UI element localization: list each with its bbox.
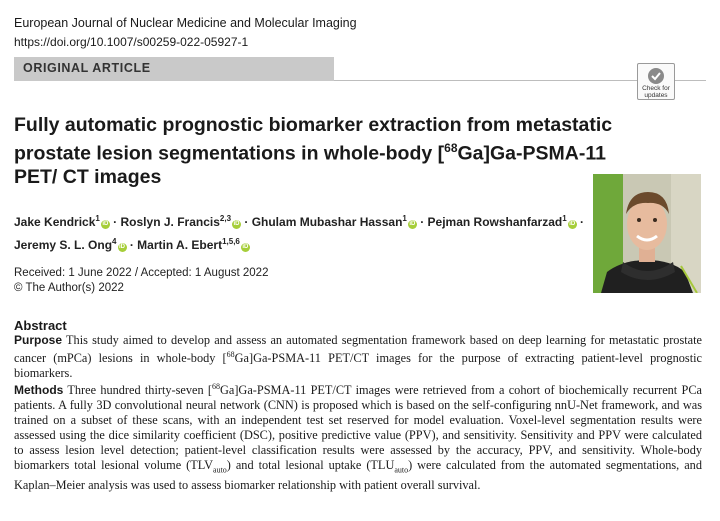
purpose-isotope-mass: 68: [226, 349, 235, 359]
orcid-icon[interactable]: iD: [569, 221, 576, 227]
orcid-icon[interactable]: iD: [233, 221, 240, 227]
author-name[interactable]: Ghulam Mubashar Hassan: [251, 215, 403, 229]
check-updates-line1: Check for: [642, 85, 670, 92]
tlv-subscript: auto: [213, 465, 227, 475]
author-separator: ·: [416, 215, 428, 229]
author-affiliation: 2,3: [219, 214, 232, 223]
orcid-icon[interactable]: iD: [409, 221, 416, 227]
author-separator: ·: [109, 215, 121, 229]
author-affiliation: 1,5,6: [222, 237, 240, 246]
check-updates-icon: [646, 67, 666, 85]
author-photo: [593, 174, 701, 293]
author-affiliation: 1: [562, 214, 567, 223]
journal-name: European Journal of Nuclear Medicine and Molecular Imaging: [14, 16, 357, 30]
tlu-subscript: auto: [394, 465, 409, 475]
title-part-2: Ga]Ga-PSMA-11 PET/ CT images: [14, 142, 606, 188]
methods-isotope-mass: 68: [212, 382, 220, 392]
check-for-updates-badge[interactable]: [637, 63, 675, 100]
article-type-banner: [14, 57, 334, 81]
title-isotope-mass: 68: [444, 141, 458, 155]
abstract-purpose: [14, 333, 702, 380]
purpose-text-a: This study aimed to develop and assess an automated segmentation framework based on deep learning for metastatic prostate cancer (mPCa) lesions in whole-body [: [14, 333, 702, 365]
methods-text-b: Ga]Ga-PSMA-11 PET/CT images were retrieved from a cohort of biochemically recurrent PCa patients. A fully 3D convolutional neural network (CNN) is proposed which is based on the self-configuring nnU-Net framework, and was trained on a subset of these scans, with an independent test set reserved for model evaluation. Voxel-level segmentation results were assessed using the dice similarity coefficient (DSC), positive predictive value (PPV), and sensitivity. Sensitivity and PPV were calculated to assess lesion level detection; patient-level classification results were assessed by the accuracy, PPV, and sensitivity. Whole-body biomarkers total lesional volume (TLV: [14, 383, 702, 472]
purpose-label: Purpose: [14, 333, 63, 347]
author-list: [14, 209, 592, 255]
author-name[interactable]: Roslyn J. Francis: [120, 215, 220, 229]
author-separator: ·: [241, 215, 252, 229]
author-affiliation: 4: [112, 237, 117, 246]
title-part-1: Fully automatic prognostic biomarker extraction from metastatic prostate lesion segmentations in whole-body [: [14, 114, 613, 165]
purpose-text-b: Ga]Ga-PSMA-11 PET/CT images for the purpose of extracting patient-level prognostic biomarkers.: [14, 350, 702, 380]
orcid-icon[interactable]: iD: [119, 244, 125, 250]
methods-label: Methods: [14, 383, 64, 398]
copyright-notice: © The Author(s) 2022: [14, 281, 124, 294]
publication-dates: [14, 266, 268, 295]
abstract-methods: [14, 380, 702, 492]
methods-text-c: ) and total lesional uptake (TLU: [226, 457, 395, 472]
author-affiliation: 1: [95, 214, 100, 223]
orcid-icon[interactable]: iD: [102, 221, 109, 227]
check-updates-line2: updates: [644, 92, 668, 99]
orcid-icon[interactable]: iD: [242, 244, 249, 250]
article-type-label: ORIGINAL ARTICLE: [23, 61, 151, 75]
methods-text-d: ) were calculated from the automated segmentations, and Kaplan–Meier analysis was used to assess biomarker relationship with patient overall survival.: [14, 457, 702, 492]
author-separator: ·: [126, 238, 138, 252]
author-name[interactable]: Jeremy S. L. Ong: [14, 238, 113, 252]
received-accepted-dates: Received: 1 June 2022 / Accepted: 1 August 2022: [14, 267, 269, 279]
author-name[interactable]: Pejman Rowshanfarzad: [427, 215, 563, 229]
abstract-heading: Abstract: [14, 318, 67, 333]
abstract-body: [14, 333, 702, 493]
article-title: [14, 114, 614, 189]
author-affiliation: 1: [402, 214, 407, 223]
author-name[interactable]: Martin A. Ebert: [137, 238, 223, 252]
author-separator: ·: [576, 215, 585, 229]
methods-text-a: Three hundred thirty-seven [: [67, 383, 212, 398]
doi-link[interactable]: https://doi.org/10.1007/s00259-022-05927-1: [14, 35, 249, 49]
author-name[interactable]: Jake Kendrick: [14, 215, 96, 229]
